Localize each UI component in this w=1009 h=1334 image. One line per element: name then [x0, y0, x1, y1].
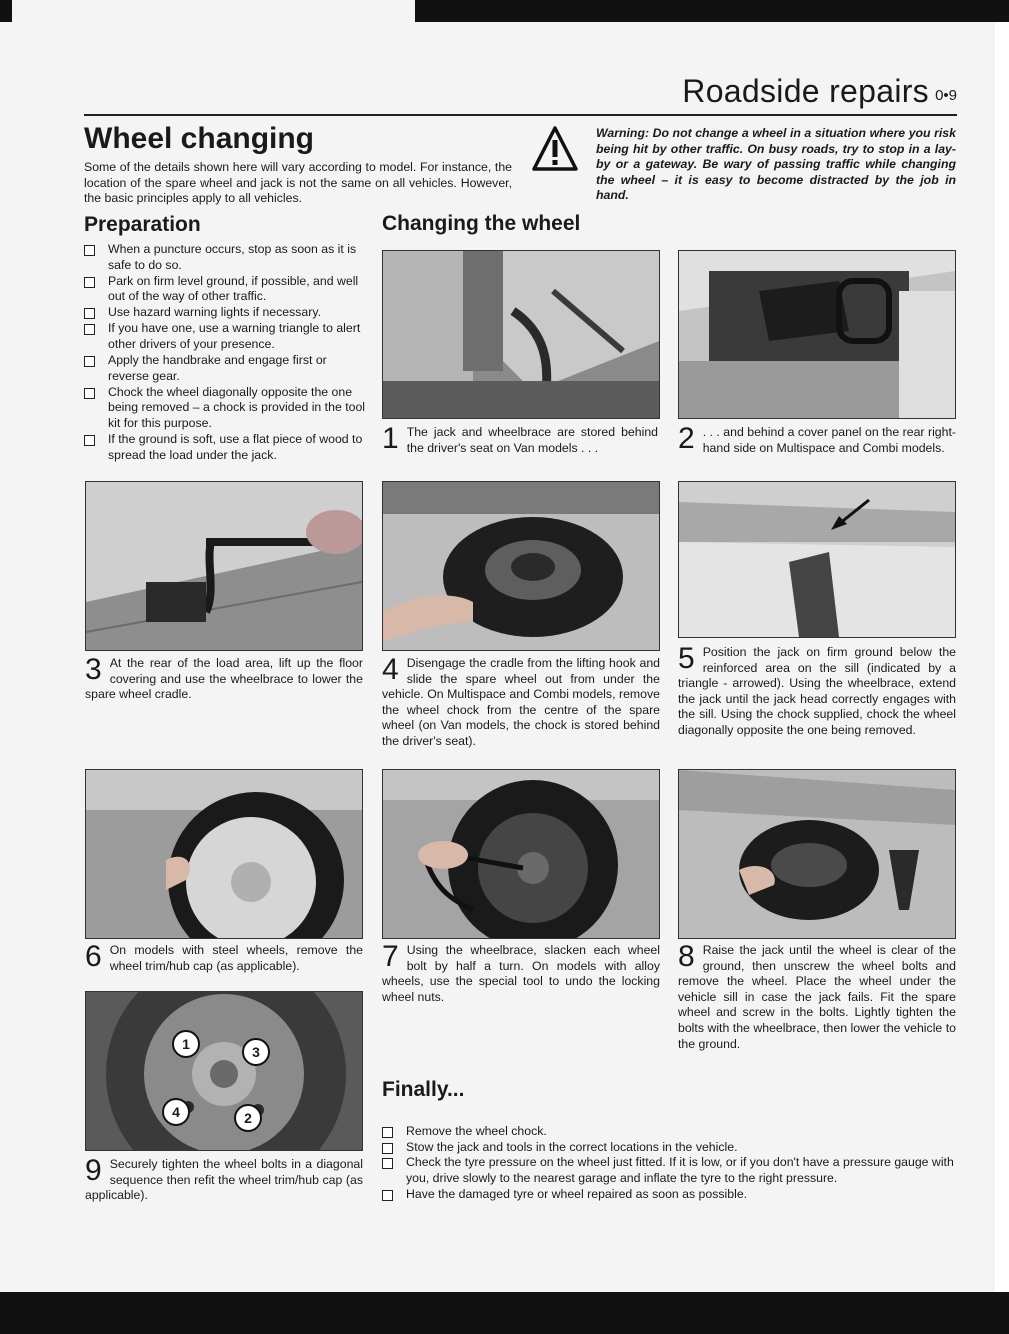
finally-heading: Finally...	[382, 1078, 465, 1101]
checkbox-icon	[84, 356, 95, 367]
checkbox-icon	[382, 1158, 393, 1169]
checkbox-icon	[84, 245, 95, 256]
photo-slacken-bolts	[382, 769, 660, 939]
photo-jack-behind-panel	[678, 250, 956, 419]
warning-text: Warning: Do not change a wheel in a situation where you risk being hit by other traffic. On busy roads, try to stop in a lay-by or a gateway. Be wary of passing traffic while changing the wheel – it is easy to become distracted by the job in hand.	[596, 126, 956, 202]
list-item: If you have one, use a warning triangle to alert other drivers of your presence.	[84, 321, 366, 352]
step-number: 5	[678, 642, 695, 675]
step-caption: 9 Securely tighten the wheel bolts in a diagonal sequence then refit the wheel trim/hub cap (as applicable).	[85, 1154, 363, 1203]
checkbox-icon	[84, 435, 95, 446]
checkbox-icon	[84, 308, 95, 319]
checkbox-icon	[84, 324, 95, 335]
bolt-label: 2	[234, 1104, 262, 1132]
checkbox-icon	[84, 277, 95, 288]
bolt-label: 4	[162, 1098, 190, 1126]
list-item: Have the damaged tyre or wheel repaired as soon as possible.	[382, 1187, 957, 1203]
step-number: 4	[382, 653, 399, 686]
step-caption: 2 . . . and behind a cover panel on the rear right-hand side on Multispace and Combi models.	[678, 422, 956, 455]
list-item: Park on firm level ground, if possible, and well out of the way of other traffic.	[84, 274, 366, 305]
finally-list	[382, 1124, 957, 1203]
page-header	[84, 70, 957, 116]
step-number: 8	[678, 940, 695, 973]
step-caption: 5 Position the jack on firm ground below the reinforced area on the sill (indicated by a triangle - arrowed). Using the wheelbrace, extend the jack until the jack head correctly engages with the sill. Using the chock supplied, chock the wheel diagonally opposite the one being removed.	[678, 642, 956, 737]
list-item: Check the tyre pressure on the wheel just fitted. If it is low, or if you don't have a pressure gauge with you, drive slowly to the nearest garage and inflate the tyre to the right pressure.	[382, 1155, 957, 1186]
bolt-label: 3	[242, 1038, 270, 1066]
intro-text: Some of the details shown here will vary according to model. For instance, the location of the spare wheel and jack is not the same on all vehicles. However, the basic principles apply to all vehicles.	[84, 160, 512, 205]
list-item: Apply the handbrake and engage first or reverse gear.	[84, 353, 366, 384]
preparation-list	[84, 242, 366, 464]
step-caption: 6 On models with steel wheels, remove the wheel trim/hub cap (as applicable).	[85, 940, 363, 973]
list-item: Stow the jack and tools in the correct locations in the vehicle.	[382, 1140, 957, 1156]
photo-raise-jack	[678, 769, 956, 939]
photo-spare-wheel-out	[382, 481, 660, 651]
photo-lower-cradle	[85, 481, 363, 651]
list-item: Use hazard warning lights if necessary.	[84, 305, 366, 321]
page-number: 0•9	[935, 87, 957, 104]
step-number: 3	[85, 653, 102, 686]
step-number: 2	[678, 422, 695, 455]
bottom-scan-edge	[0, 1292, 1009, 1334]
top-left-scan-edge	[0, 0, 12, 22]
step-number: 6	[85, 940, 102, 973]
step-caption: 7 Using the wheelbrace, slacken each wheel bolt by half a turn. On models with alloy wheels, use the special tool to undo the locking wheel nuts.	[382, 940, 660, 1004]
photo-jack-position	[678, 481, 956, 638]
section-title: Wheel changing	[84, 122, 315, 155]
top-scan-edge	[415, 0, 1009, 22]
checkbox-icon	[382, 1143, 393, 1154]
changing-heading: Changing the wheel	[382, 212, 581, 235]
step-number: 9	[85, 1154, 102, 1187]
photo-tighten-sequence	[85, 991, 363, 1151]
bolt-label: 1	[172, 1030, 200, 1058]
step-caption: 3 At the rear of the load area, lift up the floor covering and use the wheelbrace to lower the spare wheel cradle.	[85, 653, 363, 702]
list-item: When a puncture occurs, stop as soon as it is safe to do so.	[84, 242, 366, 273]
step-number: 1	[382, 422, 399, 455]
list-item: If the ground is soft, use a flat piece of wood to spread the load under the jack.	[84, 432, 366, 463]
step-caption: 4 Disengage the cradle from the lifting hook and slide the spare wheel out from under the vehicle. On Multispace and Combi models, remove the wheel chock from the centre of the spare wheel (on Van models, the chock is stored behind the driver's seat).	[382, 653, 660, 748]
header-title: Roadside repairs	[682, 73, 929, 109]
photo-remove-trim	[85, 769, 363, 939]
step-caption: 1 The jack and wheelbrace are stored behind the driver's seat on Van models . . .	[382, 422, 658, 455]
list-item: Chock the wheel diagonally opposite the one being removed – a chock is provided in the tool kit for this purpose.	[84, 385, 366, 432]
step-caption: 8 Raise the jack until the wheel is clear of the ground, then unscrew the wheel bolts and remove the wheel. Place the wheel under the vehicle sill in case the jack fails. Fit the spare wheel and screw in the bolts. Lightly tighten the bolts with the wheelbrace, then lower the vehicle to the ground.	[678, 940, 956, 1051]
checkbox-icon	[382, 1190, 393, 1201]
right-scan-edge	[995, 22, 1009, 1292]
checkbox-icon	[84, 388, 95, 399]
list-item: Remove the wheel chock.	[382, 1124, 957, 1140]
photo-jack-behind-seat	[382, 250, 660, 419]
preparation-heading: Preparation	[84, 213, 201, 236]
warning-triangle-icon	[532, 126, 578, 172]
checkbox-icon	[382, 1127, 393, 1138]
step-number: 7	[382, 940, 399, 973]
